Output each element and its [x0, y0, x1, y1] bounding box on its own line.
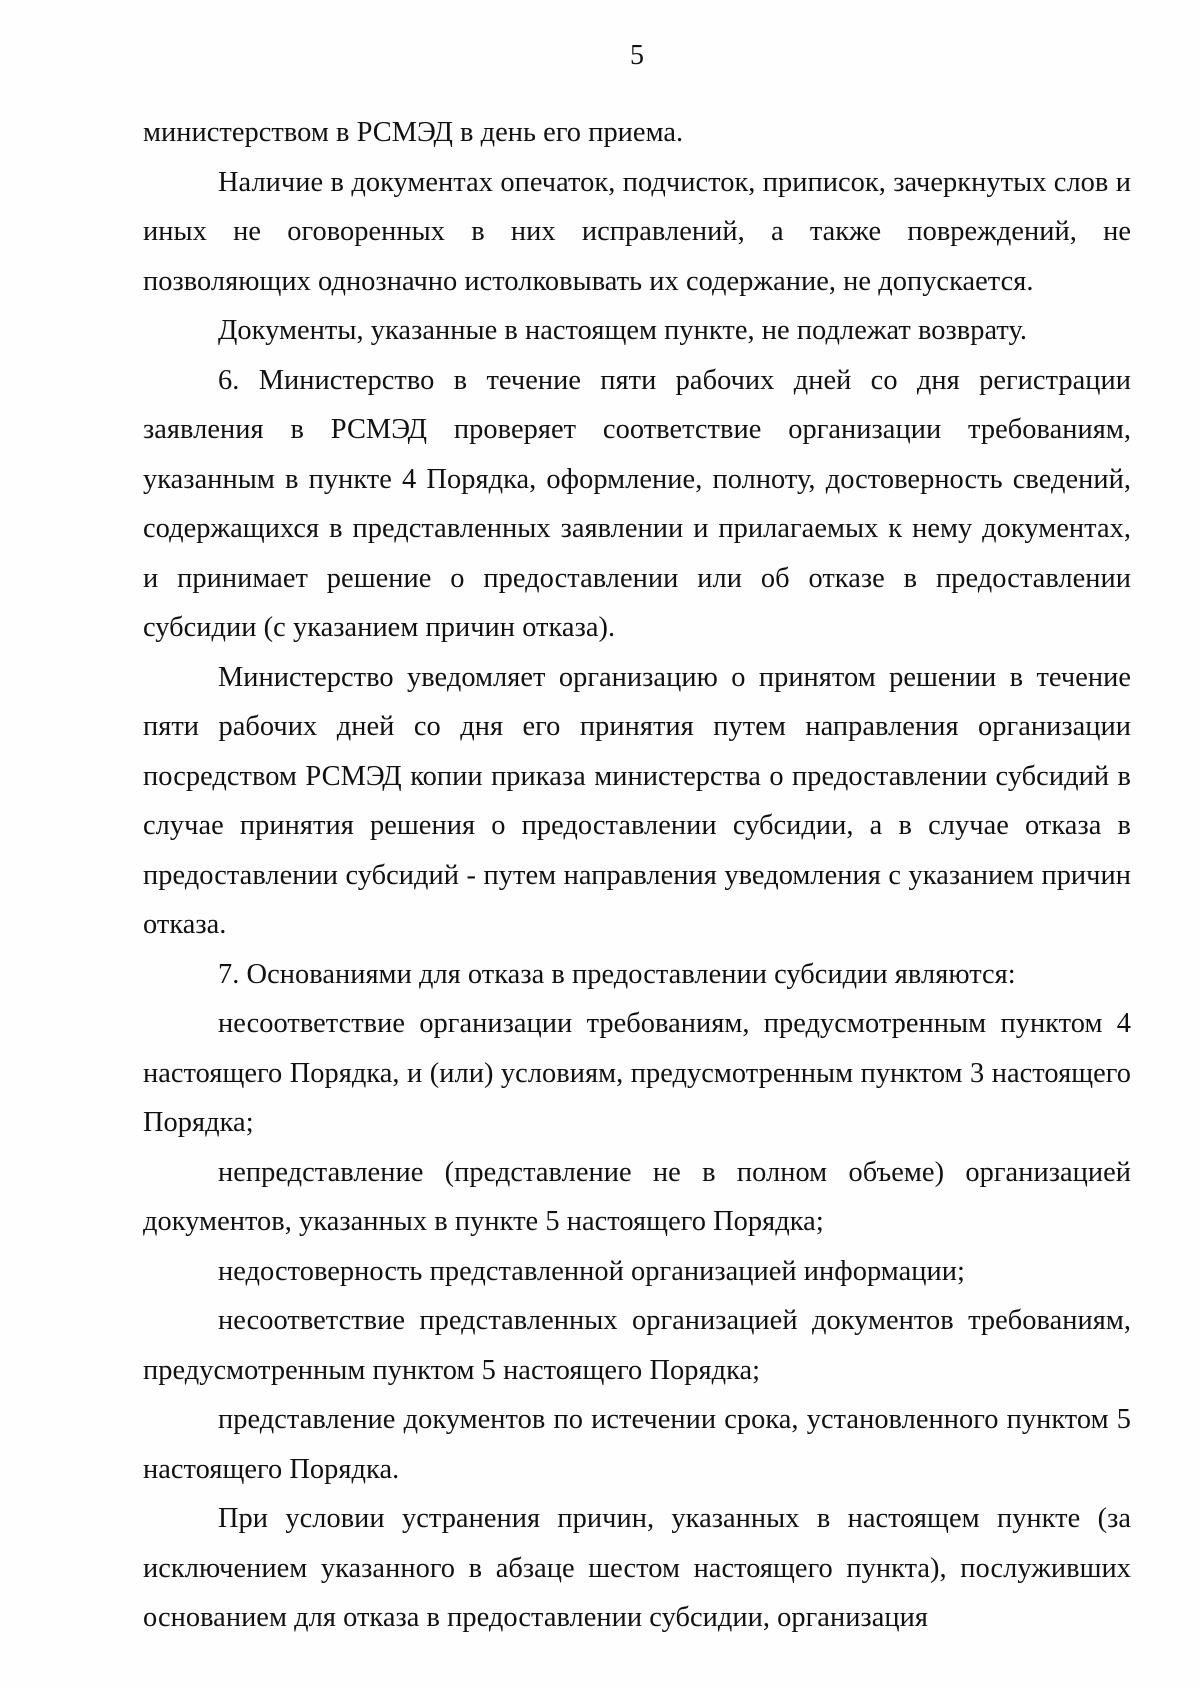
paragraph-resubmission: При условии устранения причин, указанных в настоящем пункте (за исключением указанного в абзаце шестом настоящего пункта), послуживших основанием для отказа в предоставлении субсидии, организация	[143, 1503, 1131, 1633]
document-body	[143, 108, 1131, 1643]
list-item-noncompliance-requirements: несоответствие организации требованиям, предусмотренным пунктом 4 настоящего Порядка, и (или) условиям, предусмотренным пунктом 3 настоящего Порядка;	[143, 1008, 1131, 1138]
paragraph-item-7: 7. Основаниями для отказа в предоставлении субсидии являются:	[218, 958, 1016, 990]
paragraph-notification: Министерство уведомляет организацию о принятом решении в течение пяти рабочих дней со дня его принятия путем направления организации посредством РСМЭД копии приказа министерства о предоставлении субсидий в случае принятия решения о предоставлении субсидии, а в случае отказа в предоставлении субсидий - путем направления уведомления с указанием причин отказа.	[143, 661, 1131, 940]
paragraph-item-6: 6. Министерство в течение пяти рабочих дней со дня регистрации заявления в РСМЭД проверяет соответствие организации требованиям, указанным в пункте 4 Порядка, оформление, полноту, достоверность сведений, содержащихся в представленных заявлении и прилагаемых к нему документах, и принимает решение о предоставлении или об отказе в предоставлении субсидии (с указанием причин отказа).	[143, 364, 1131, 643]
list-item-late-submission: представление документов по истечении срока, установленного пунктом 5 настоящего Порядка.	[143, 1404, 1131, 1485]
list-item-document-noncompliance: несоответствие представленных организацией документов требованиям, предусмотренным пунктом 5 настоящего Порядка;	[143, 1305, 1131, 1386]
paragraph-corrections: Наличие в документах опечаток, подчисток, приписок, зачеркнутых слов и иных не оговоренных в них исправлений, а также повреждений, не позволяющих однозначно истолковывать их содержание, не допускается.	[143, 166, 1131, 297]
page-number: 5	[630, 40, 644, 71]
paragraph-no-return: Документы, указанные в настоящем пункте, не подлежат возврату.	[218, 315, 1028, 346]
list-item-missing-documents: непредставление (представление не в полном объеме) организацией документов, указанных в пункте 5 настоящего Порядка;	[143, 1156, 1131, 1237]
list-item-unreliable-info: недостоверность представленной организацией информации;	[218, 1255, 965, 1287]
paragraph-continuation: министерством в РСМЭД в день его приема.	[143, 117, 684, 148]
